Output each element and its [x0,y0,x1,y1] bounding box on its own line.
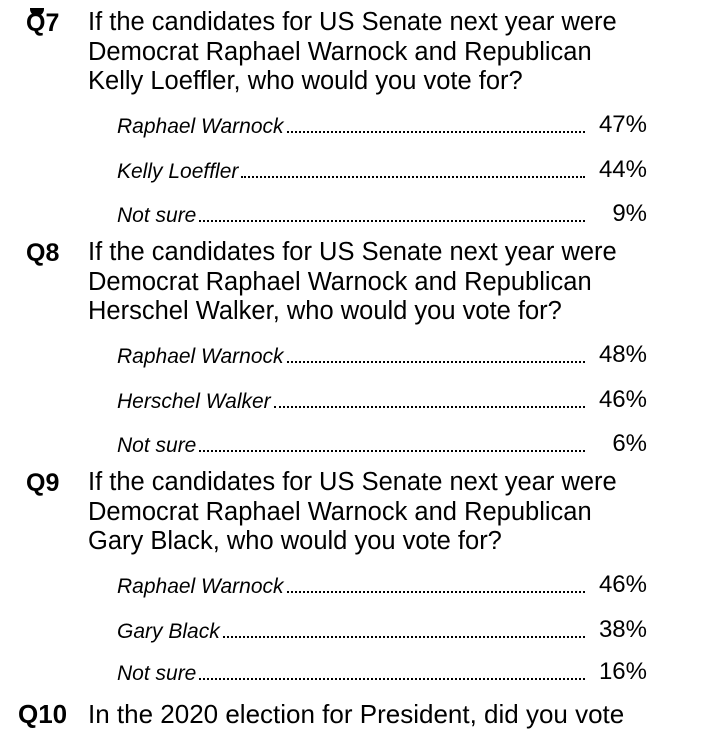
dot-leader [287,591,585,593]
question-number: Q9 [26,469,60,497]
dot-leader [199,678,585,680]
question-text-line: Democrat Raphael Warnock and Republican [88,267,592,296]
answer-percent: 38% [598,616,647,643]
question-number: Q7 [26,9,60,37]
answer-row [117,658,647,686]
answer-label: Kelly Loeffler [117,160,239,183]
answer-label: Raphael Warnock [117,575,284,598]
answer-label: Not sure [117,662,197,685]
answer-percent: 47% [598,111,647,138]
dot-leader [241,176,585,178]
question-text-line: If the candidates for US Senate next year were [88,8,617,36]
answer-row [117,341,647,369]
dot-leader [199,450,585,452]
answer-label: Gary Black [117,620,220,643]
question-number: Q10 [18,699,68,729]
question-text-line: If the candidates for US Senate next year were [88,238,617,266]
answer-row [117,111,647,139]
question-text-line: Gary Black, who would you vote for? [88,527,502,555]
question-q8 [0,238,706,463]
question-q7 [0,8,706,233]
answer-row [117,616,647,644]
answer-label: Not sure [117,434,197,457]
answer-percent: 46% [598,571,647,598]
answer-percent: 16% [598,658,647,685]
question-text: In the 2020 election for President, did you vote [88,699,625,729]
answer-label: Herschel Walker [117,390,271,413]
answer-percent: 6% [612,430,647,457]
answer-label: Not sure [117,204,197,227]
dot-leader [199,220,585,222]
answer-row [117,430,647,458]
answer-percent: 46% [598,386,647,413]
answer-percent: 9% [612,200,647,227]
question-text-line: Democrat Raphael Warnock and Republican [88,37,592,66]
answer-percent: 48% [598,341,647,368]
dot-leader [274,406,585,408]
question-text-line: Democrat Raphael Warnock and Republican [88,497,592,526]
answer-row [117,200,647,228]
question-text [88,8,688,97]
answer-row [117,386,647,414]
question-number: Q8 [26,239,60,267]
answer-label: Raphael Warnock [117,345,284,368]
answer-label: Raphael Warnock [117,115,284,138]
cutoff-next-question [0,697,706,729]
question-text [88,238,688,327]
question-text-line: If the candidates for US Senate next year were [88,468,617,496]
question-text-line: Herschel Walker, who would you vote for? [88,297,562,325]
question-q9 [0,468,706,693]
cutoff-previous-text [0,0,706,4]
question-text [88,468,688,557]
answer-percent: 44% [598,156,647,183]
dot-leader [287,361,585,363]
answer-row [117,571,647,599]
dot-leader [287,131,585,133]
dot-leader [223,636,585,638]
question-text-line: Kelly Loeffler, who would you vote for? [88,67,523,95]
answer-row [117,156,647,184]
